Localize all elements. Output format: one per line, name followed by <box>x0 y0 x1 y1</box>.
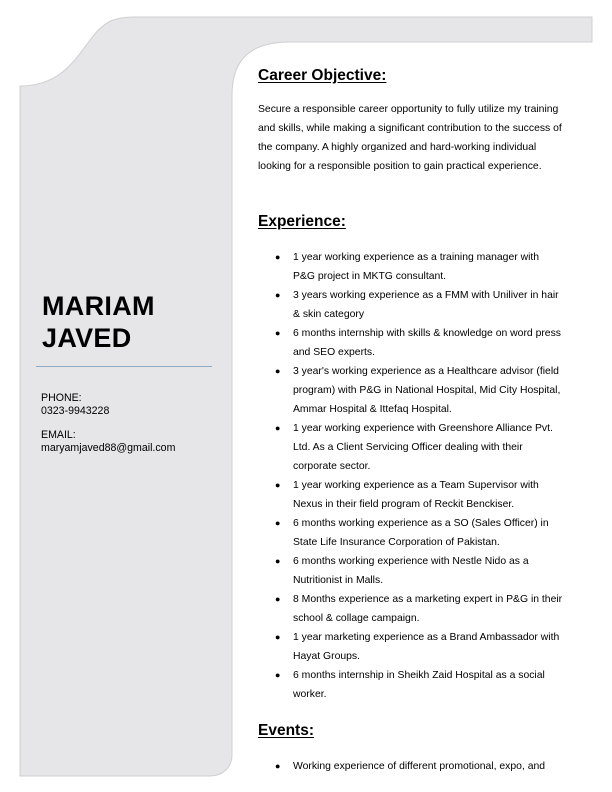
bullet-icon: ● <box>275 252 281 262</box>
bullet-icon: ● <box>275 480 281 490</box>
list-item <box>258 248 563 286</box>
candidate-name <box>42 290 222 354</box>
phone-block <box>41 392 109 418</box>
list-item <box>258 419 563 476</box>
list-item-text: 6 months internship with skills & knowledge on word press and SEO experts. <box>293 328 561 358</box>
bullet-icon: ● <box>275 594 281 604</box>
email-value: maryamjaved88@gmail.com <box>41 442 176 454</box>
bullet-icon: ● <box>275 423 281 433</box>
list-item <box>258 628 563 666</box>
list-item <box>258 362 563 419</box>
list-item <box>258 552 563 590</box>
bullet-icon: ● <box>275 761 281 771</box>
bullet-icon: ● <box>275 632 281 642</box>
list-item-text: 1 year working experience as a training manager with P&G project in MKTG consultant. <box>293 252 540 282</box>
list-item <box>258 757 583 776</box>
career-objective-text: Secure a responsible career opportunity to fully utilize my training and skills, while making a significant contribution to the success of the company. A highly organized and hard-working individual looking for a responsible position to gain practical experience. <box>258 104 562 172</box>
events-list <box>258 757 576 776</box>
name-divider <box>36 366 212 367</box>
list-item-text: 6 months working experience with Nestle Nido as a Nutritionist in Malls. <box>293 556 529 586</box>
name-first: MARIAM <box>42 291 155 321</box>
name-last: JAVED <box>42 323 132 353</box>
list-item-text: 1 year marketing experience as a Brand Ambassador with Hayat Groups. <box>293 632 560 662</box>
list-item <box>258 590 563 628</box>
bullet-icon: ● <box>275 670 281 680</box>
bullet-icon: ● <box>275 366 281 376</box>
phone-value: 0323-9943228 <box>41 405 110 417</box>
list-item-text: 8 Months experience as a marketing expert in P&G in their school & collage campaign. <box>293 594 563 624</box>
list-item <box>258 514 563 552</box>
list-item <box>258 324 563 362</box>
email-label: EMAIL: <box>41 429 76 441</box>
list-item-text: Working experience of different promotional, expo, and <box>293 761 546 772</box>
email-block <box>41 429 175 455</box>
list-item-text: 1 year working experience as a Team Supervisor with Nexus in their field program of Reckit Benckiser. <box>293 480 539 510</box>
list-item-text: 3 years working experience as a FMM with Uniliver in hair & skin category <box>293 290 559 320</box>
experience-heading: Experience: <box>258 213 346 230</box>
list-item <box>258 286 563 324</box>
list-item-text: 3 year's working experience as a Healthcare advisor (field program) with P&G in National Hospital, Mid City Hospital, Ammar Hospital & Ittefaq Hospital. <box>293 366 561 415</box>
list-item <box>258 476 563 514</box>
career-objective-heading: Career Objective: <box>258 67 387 84</box>
bullet-icon: ● <box>275 328 281 338</box>
list-item-text: 6 months internship in Sheikh Zaid Hospital as a social worker. <box>293 670 545 700</box>
bullet-icon: ● <box>275 290 281 300</box>
list-item-text: 6 months working experience as a SO (Sales Officer) in State Life Insurance Corporation of Pakistan. <box>293 518 549 548</box>
events-heading: Events: <box>258 722 314 739</box>
phone-label: PHONE: <box>41 392 82 404</box>
list-item <box>258 666 563 704</box>
bullet-icon: ● <box>275 518 281 528</box>
list-item-text: 1 year working experience with Greenshore Alliance Pvt. Ltd. As a Client Servicing Officer dealing with their corporate sector. <box>293 423 553 472</box>
experience-list <box>258 248 576 704</box>
bullet-icon: ● <box>275 556 281 566</box>
